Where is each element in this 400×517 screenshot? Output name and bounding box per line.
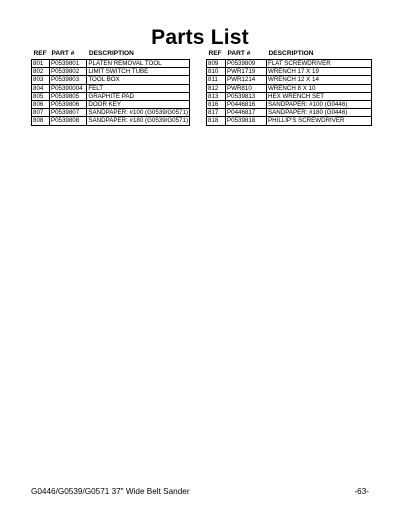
column-header-ref: REF [208, 50, 222, 58]
description-cell: TOOL BOX [87, 76, 190, 84]
column-header-part: PART # [51, 50, 75, 58]
ref-cell: 807 [32, 109, 50, 117]
parts-table-left [31, 50, 190, 126]
description-cell: GRAPHITE PAD [87, 92, 190, 100]
ref-cell: 817 [207, 109, 226, 117]
part-number-cell: P0539806 [49, 101, 86, 109]
description-cell: WRENCH 12 X 14 [267, 76, 372, 84]
column-header-description: DESCRIPTION [88, 50, 134, 58]
description-cell: FLAT SCREWDRIVER [267, 60, 372, 68]
description-cell: FELT [87, 84, 190, 92]
ref-cell: 801 [32, 60, 50, 68]
description-cell: DOOR KEY [87, 101, 190, 109]
part-number-cell: PWR810 [226, 84, 267, 92]
description-cell: WRENCH 17 X 19 [267, 68, 372, 76]
part-number-cell: P05390004 [49, 84, 86, 92]
part-number-cell: P0539813 [226, 92, 267, 100]
ref-cell: 818 [207, 117, 226, 125]
part-number-cell: P0446817 [226, 109, 267, 117]
footer-page-number: -63- [354, 487, 369, 496]
table-row [207, 84, 372, 92]
ref-cell: 804 [32, 84, 50, 92]
table-row [207, 109, 372, 117]
table-row [207, 68, 372, 76]
table-header-row [32, 50, 190, 60]
parts-table-right [206, 50, 372, 126]
ref-cell: 812 [207, 84, 226, 92]
description-cell: SANDPAPER: #180 (G0539/G0571) [88, 117, 188, 125]
table-row [32, 84, 190, 92]
description-cell: LIMIT SWITCH TUBE [87, 68, 190, 76]
part-number-cell: P0539818 [226, 117, 267, 125]
part-number-cell: P0446816 [226, 101, 267, 109]
table-row [207, 60, 372, 68]
table-row [207, 101, 372, 109]
part-number-cell: P0539809 [226, 60, 267, 68]
page-title: Parts List [151, 26, 249, 49]
ref-cell: 802 [32, 68, 50, 76]
table-row [32, 76, 190, 84]
part-number-cell: P0539808 [49, 117, 86, 125]
table-header-row [207, 50, 372, 60]
ref-cell: 809 [207, 60, 226, 68]
ref-cell: 811 [207, 76, 226, 84]
table-row [207, 76, 372, 84]
description-cell: PHILLIP'S SCREWDRIVER [267, 117, 372, 125]
table-row [32, 68, 190, 76]
description-cell: SANDPAPER: #180 (G0446) [267, 109, 372, 117]
description-cell: WRENCH 8 X 10 [267, 84, 372, 92]
ref-cell: 805 [32, 92, 50, 100]
ref-cell: 813 [207, 92, 226, 100]
table-row [32, 109, 190, 117]
description-cell: SANDPAPER: #100 (G0446) [267, 101, 372, 109]
ref-cell: 810 [207, 68, 226, 76]
description-cell: PLATEN REMOVAL TOOL [87, 60, 190, 68]
footer-model-name: G0446/G0539/G0571 37" Wide Belt Sander [31, 487, 190, 496]
column-header-ref: REF [33, 50, 47, 58]
description-cell: HEX WRENCH SET [267, 92, 372, 100]
part-number-cell: P0539801 [49, 60, 86, 68]
table-row [207, 92, 372, 100]
table-row [32, 101, 190, 109]
part-number-cell: PWR1214 [226, 76, 267, 84]
part-number-cell: P0539807 [49, 109, 86, 117]
table-row [32, 117, 190, 125]
part-number-cell: P0539802 [49, 68, 86, 76]
description-cell: SANDPAPER: #100 (G0539/G0571) [88, 109, 188, 117]
part-number-cell: P0539805 [49, 92, 86, 100]
column-header-part: PART # [227, 50, 251, 58]
part-number-cell: P0539803 [49, 76, 86, 84]
ref-cell: 803 [32, 76, 50, 84]
table-row [32, 92, 190, 100]
ref-cell: 808 [32, 117, 50, 125]
part-number-cell: PWR1719 [226, 68, 267, 76]
ref-cell: 816 [207, 101, 226, 109]
column-header-description: DESCRIPTION [268, 50, 314, 58]
ref-cell: 806 [32, 101, 50, 109]
table-row [207, 117, 372, 125]
table-row [32, 60, 190, 68]
